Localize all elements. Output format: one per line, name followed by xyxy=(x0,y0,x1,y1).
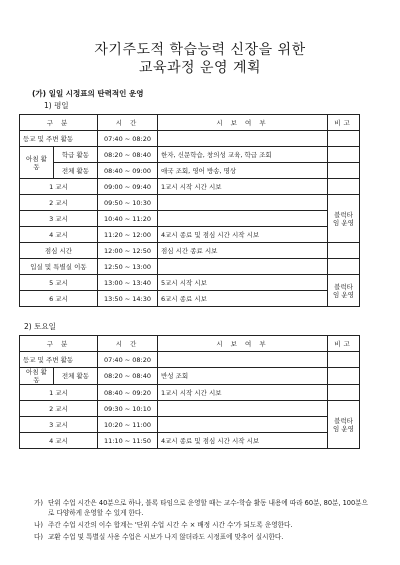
row-signal: 반성 조회 xyxy=(158,368,328,385)
row-time: 13:50 ~ 14:30 xyxy=(98,291,158,307)
row-time: 08:20 ~ 08:40 xyxy=(98,147,158,163)
morning-activity-group: 아침 활동 xyxy=(20,147,54,179)
row-label: 6 교시 xyxy=(20,291,98,307)
table-row xyxy=(20,195,360,211)
row-label: 등교 및 주변 활동 xyxy=(20,352,98,368)
table-row xyxy=(20,131,360,147)
block-time-note: 블럭타임 운영 xyxy=(328,195,360,243)
row-time: 08:40 ~ 09:20 xyxy=(98,385,158,401)
row-time: 08:40 ~ 09:00 xyxy=(98,163,158,179)
row-note xyxy=(328,243,360,259)
header-division: 구 분 xyxy=(20,336,98,352)
row-label: 1 교시 xyxy=(20,385,98,401)
row-signal xyxy=(158,259,328,275)
saturday-heading: 2) 토요일 xyxy=(24,322,56,331)
table-row xyxy=(20,163,360,179)
table-row xyxy=(20,291,360,307)
table-row xyxy=(20,179,360,195)
note-text: 주간 수업 시간의 이수 합계는 '단위 수업 시간 수 × 배정 시간 수'가 되도록 운영한다. xyxy=(48,521,293,529)
table-header-row xyxy=(20,115,360,131)
row-note xyxy=(328,368,360,385)
block-time-note: 블럭타임 운영 xyxy=(328,275,360,307)
row-signal xyxy=(158,211,328,227)
morning-activity-group: 아침 활동 xyxy=(20,368,54,385)
row-label: 전체 활동 xyxy=(54,368,98,385)
table-row xyxy=(20,417,360,433)
row-time: 11:20 ~ 12:00 xyxy=(98,227,158,243)
table-row xyxy=(20,227,360,243)
table-row xyxy=(20,147,360,163)
table-row xyxy=(20,433,360,449)
row-label: 학급 활동 xyxy=(54,147,98,163)
row-label: 등교 및 주변 활동 xyxy=(20,131,98,147)
table-row xyxy=(20,211,360,227)
block-time-note: 블럭타임 운영 xyxy=(328,401,360,449)
table-row xyxy=(20,385,360,401)
row-time: 13:00 ~ 13:40 xyxy=(98,275,158,291)
weekday-heading: 1) 평일 xyxy=(44,101,69,110)
row-time: 10:40 ~ 11:20 xyxy=(98,211,158,227)
table-row xyxy=(20,243,360,259)
row-label: 2 교시 xyxy=(20,195,98,211)
row-label: 전체 활동 xyxy=(54,163,98,179)
table-row xyxy=(20,275,360,291)
row-label: 4 교시 xyxy=(20,227,98,243)
header-signal: 시 보 여 부 xyxy=(158,115,328,131)
note-text: 교환 수업 및 특별실 사용 수업은 시보가 나지 않더라도 시정표에 맞추어 실시한다. xyxy=(48,533,284,541)
header-time: 시 간 xyxy=(98,336,158,352)
note-marker: 다) xyxy=(34,533,43,541)
row-label: 3 교시 xyxy=(20,211,98,227)
row-note xyxy=(328,385,360,401)
section-heading: (가) 일일 시정표의 탄력적인 운영 xyxy=(32,89,144,98)
row-time: 09:30 ~ 10:10 xyxy=(98,401,158,417)
row-signal: 점심 시간 종료 시보 xyxy=(158,243,328,259)
note-item xyxy=(34,498,374,518)
header-division: 구 분 xyxy=(20,115,98,131)
row-signal: 6교시 종료 시보 xyxy=(158,291,328,307)
note-item xyxy=(34,520,374,530)
row-signal: 1교시 시작 시간 시보 xyxy=(158,179,328,195)
note-item xyxy=(34,532,374,542)
row-time: 07:40 ~ 08:20 xyxy=(98,131,158,147)
row-signal: 5교시 시작 시보 xyxy=(158,275,328,291)
header-note: 비고 xyxy=(328,336,360,352)
note-marker: 가) xyxy=(34,499,43,507)
table-header-row xyxy=(20,336,360,352)
row-signal: 1교시 시작 시간 시보 xyxy=(158,385,328,401)
table-row xyxy=(20,259,360,275)
document-title-line1: 자기주도적 학습능력 신장을 위한 xyxy=(94,42,306,58)
row-signal xyxy=(158,195,328,211)
row-note xyxy=(328,259,360,275)
row-signal xyxy=(158,417,328,433)
header-note: 비고 xyxy=(328,115,360,131)
row-time: 11:10 ~ 11:50 xyxy=(98,433,158,449)
note-text: 단위 수업 시간은 40분으로 하나, 블록 타임으로 운영할 때는 교수-학습 활동 내용에 따라 60분, 80분, 100분으로 다양하게 운영할 수 있게 한다. xyxy=(48,499,368,517)
header-time: 시 간 xyxy=(98,115,158,131)
row-note xyxy=(328,147,360,163)
row-signal xyxy=(158,131,328,147)
row-signal xyxy=(158,352,328,368)
row-label: 3 교시 xyxy=(20,417,98,433)
table-row xyxy=(20,401,360,417)
row-note xyxy=(328,179,360,195)
note-marker: 나) xyxy=(34,521,43,529)
row-label: 점심 시간 xyxy=(20,243,98,259)
row-signal: 4교시 종료 및 점심 시간 시작 시보 xyxy=(158,227,328,243)
row-time: 10:20 ~ 11:00 xyxy=(98,417,158,433)
row-signal: 4교시 종료 및 점심 시간 시작 시보 xyxy=(158,433,328,449)
row-signal: 한자, 신문학습, 창의성 교육, 학급 조회 xyxy=(158,147,328,163)
row-label: 5 교시 xyxy=(20,275,98,291)
row-label: 1 교시 xyxy=(20,179,98,195)
row-time: 12:50 ~ 13:00 xyxy=(98,259,158,275)
row-label: 2 교시 xyxy=(20,401,98,417)
row-note xyxy=(328,352,360,368)
row-time: 12:00 ~ 12:50 xyxy=(98,243,158,259)
saturday-schedule-table xyxy=(19,335,360,449)
row-time: 07:40 ~ 08:20 xyxy=(98,352,158,368)
row-label: 입실 및 특별실 이동 xyxy=(20,259,98,275)
notes-list xyxy=(34,498,374,544)
row-signal xyxy=(158,401,328,417)
header-signal: 시 보 여 부 xyxy=(158,336,328,352)
document-title-line2: 교육과정 운영 계획 xyxy=(138,60,262,76)
weekday-schedule-table xyxy=(19,114,360,307)
row-signal: 애국 조회, 영어 방송, 명상 xyxy=(158,163,328,179)
table-row xyxy=(20,368,360,385)
table-row xyxy=(20,352,360,368)
row-note xyxy=(328,163,360,179)
row-note xyxy=(328,131,360,147)
row-time: 09:50 ~ 10:30 xyxy=(98,195,158,211)
row-label: 4 교시 xyxy=(20,433,98,449)
row-time: 08:20 ~ 08:40 xyxy=(98,368,158,385)
row-time: 09:00 ~ 09:40 xyxy=(98,179,158,195)
